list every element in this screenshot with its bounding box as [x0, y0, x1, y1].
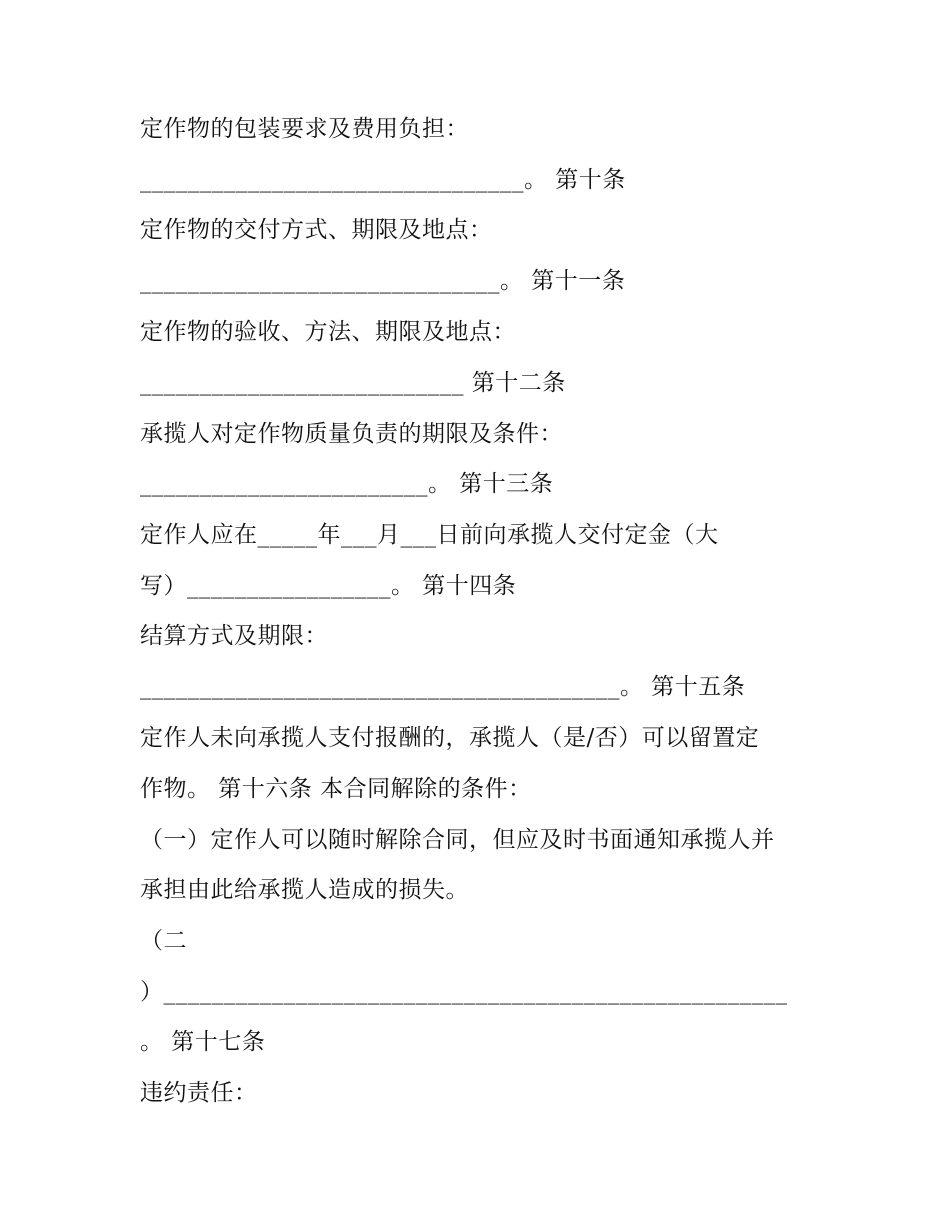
text-line-7: 承揽人对定作物质量负责的期限及条件： — [140, 421, 563, 447]
text-line-15: （一）定作人可以随时解除合同，但应及时书面通知承揽人并 — [140, 827, 775, 853]
text-line-10: 写）_________________。 第十四条 — [140, 573, 517, 599]
text-line-20: 违约责任： — [140, 1080, 258, 1106]
text-line-5: 定作物的验收、方法、期限及地点： — [140, 319, 516, 345]
text-line-8: ________________________。 第十三条 — [140, 471, 554, 497]
text-line-1: 定作物的包装要求及费用负担： — [140, 116, 469, 142]
text-line-19: 。 第十七条 — [140, 1029, 266, 1055]
text-line-17: （二 — [140, 928, 187, 954]
text-line-16: 承担由此给承揽人造成的损失。 — [140, 877, 469, 903]
text-line-2: ________________________________。 第十条 — [140, 167, 626, 193]
text-line-6: ___________________________ 第十二条 — [140, 370, 566, 396]
text-line-4: ______________________________。 第十一条 — [140, 268, 626, 294]
text-line-3: 定作物的交付方式、期限及地点： — [140, 217, 493, 243]
text-line-14: 作物。 第十六条 本合同解除的条件： — [140, 776, 532, 802]
text-line-11: 结算方式及期限： — [140, 623, 328, 649]
text-line-13: 定作人未向承揽人支付报酬的，承揽人（是/否）可以留置定 — [140, 725, 760, 751]
text-line-9: 定作人应在_____年___月___日前向承揽人交付定金（大 — [140, 522, 719, 548]
text-line-12: ________________________________________。 第十五条 — [140, 674, 746, 700]
text-line-18: ）____________________________________________________ — [140, 979, 788, 1005]
